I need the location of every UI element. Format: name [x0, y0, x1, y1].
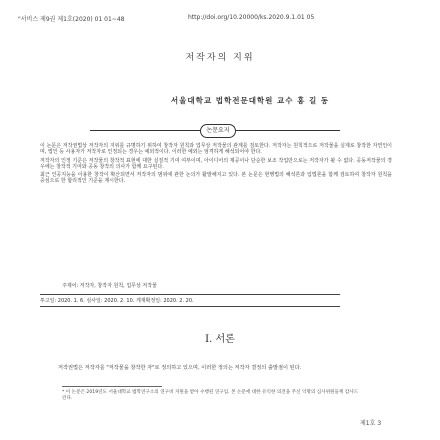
running-header-journal: "서비스 제9권 제1호(2020) 01 01~48 [18, 16, 125, 23]
running-header [18, 14, 422, 23]
section-heading: I. 서론 [205, 334, 235, 345]
abstract-label: 논문요지 [200, 124, 236, 138]
body-paragraph: 저작권법은 저작자를 "저작물을 창작한 자"로 정의하고 있으며, 이러한 정의는 저작자 결정의 출발점이 된다. [58, 365, 302, 371]
keywords-line: 주제어: 저작자, 창작자 원칙, 업무상 저작물 [62, 283, 157, 289]
abstract-body [40, 143, 392, 187]
footnote-rule [62, 386, 162, 387]
abstract-paragraph: 최근 인공지능을 이용한 창작이 확산되면서 저작자의 범위에 관한 논의가 활발해지고 있다. 본 논문은 현행법의 해석론과 입법론을 함께 검토하여 창작자 원칙을 중심으로 한 합리적인 기준을 제시한다. [40, 172, 392, 185]
abstract-paragraph: 저작자의 인정 기준은 저작물의 창작적 표현에 대한 실질적 기여 여부이며, 아이디어의 제공이나 단순한 보조 작업만으로는 저작자가 될 수 없다. 공동저작물의 경우에는 창작적 기여와 공동 창작의 의사가 함께 요구된다. [40, 157, 392, 170]
page-number: 제1호 3 [360, 420, 382, 427]
footnote: * 이 논문은 2019년도 서울대학교 법학연구소의 연구비 지원을 받아 수행된 연구임. 본 논문에 대한 유익한 의견을 주신 익명의 심사위원들께 감사드린다. [62, 390, 359, 401]
submission-dates: 투고일: 2020. 1. 6. 심사일: 2020. 2. 10. 게재확정일: 2020. 2. 20. [40, 294, 340, 307]
abstract-divider [90, 124, 340, 138]
running-header-doi: http://doi.org/10.20000/ks.2020.9.1.01 05 [188, 14, 315, 21]
author-line: 서울대학교 법학전문대학원 교수 홍 길 동 [170, 96, 330, 105]
article-title: 저작자의 지위 [185, 53, 255, 63]
abstract-paragraph: 이 논문은 저작권법상 저작자의 지위를 규명하기 위하여 창작자 원칙과 업무상 저작물의 관계를 검토한다. 저작자는 원칙적으로 저작물을 실제로 창작한 자연인이며, 법인 등 사용자가 저작자로 인정되는 경우는 예외적이다. 이러한 예외는 엄격하게 해석되어야 한다. [40, 143, 392, 156]
